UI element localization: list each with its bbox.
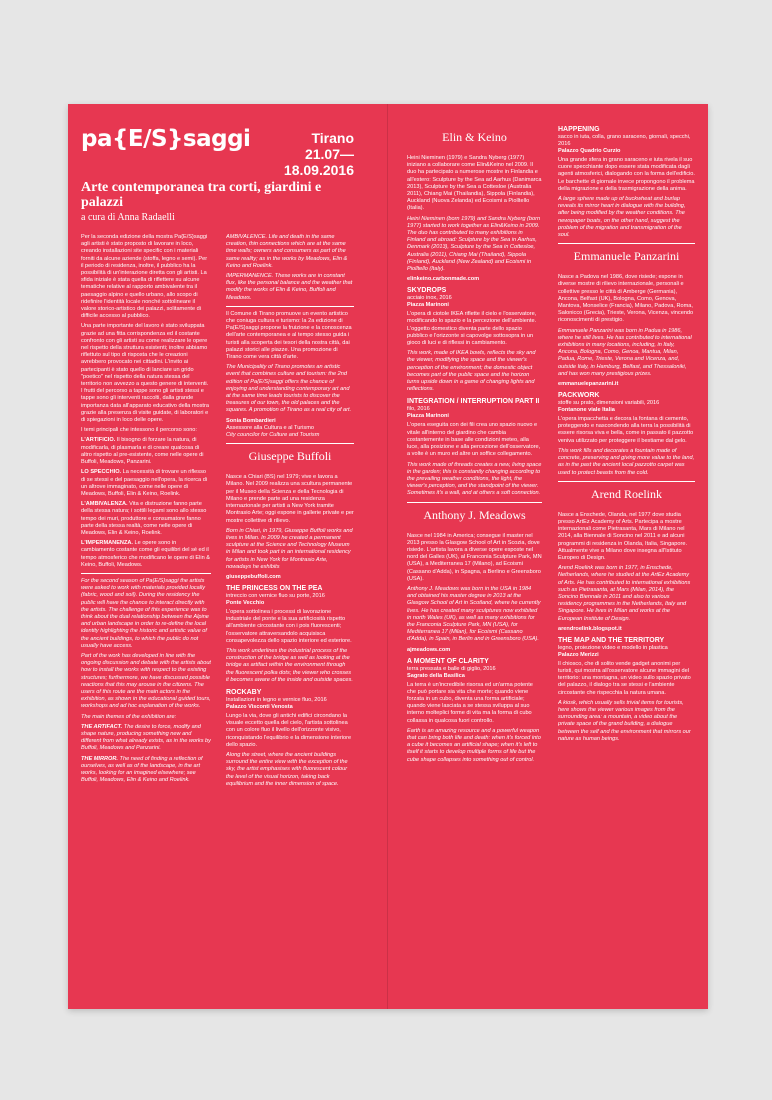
work-meta: Installazioni in legno e vernice fluo, 2016 Palazzo Visconti Venosta <box>226 696 327 710</box>
work-text-en: Earth is an amazing resource and a powerful weapon that can bring both life and death: when it's forced into a cube it becomes an artificial shape; when it's left to itself it starts to develop multiple forms of life but the cube shape collapses into something out of control. <box>407 727 541 763</box>
theme-ambivalence-en: AMBIVALENCE. Life and death in the same creation, thin connections which are at the same time walls; owners and consumers as part of the same reality; as in the works by Meadows, Elin & Keino and Roelink. <box>226 234 348 269</box>
poster-sheet <box>68 104 708 1009</box>
theme-ambivalenza: L'AMBIVALENZA. Vita e distruzione fanno parte della stessa natura; i sottili legami sono allo stesso tempo dei muri, produttore e consumatore fanno parte della stessa realtà, come nelle opere di Meadows, Elin & Keino, Roelink. <box>81 501 207 536</box>
work-meta: filo, 2016 Piazza Marinoni <box>407 406 449 420</box>
artist-roelink: Arend Roelink <box>558 481 695 506</box>
intro-text-2: Una parte importante del lavoro è stato sviluppata grazie ad una fitta corrispondenza ed il costante confronto con gli artisti su come realizzare le opere nel rispetto della struttura esistenti; inoltre abbiamo riflettuto sul tipo di risposta che le creazioni avrebbero provocato nei cittadini. L'invito ai partecipanti è stato quello di lanciare un grido "poetico" nel rispetto della natura stessa del territorio non avvezzo a questo genere di interventi. I frutti del percorso a tappe sono gli artisti stessi e tappe sono gli interventi raccolti, dalla grande importanza data all'apparato educativo della mostra grazie alla presenza di visite guidate, di laboratori e di spiegazioni in loco delle opere. <box>81 323 209 424</box>
place-dates <box>268 130 354 178</box>
fold-line <box>387 104 388 1009</box>
bio-panzarini: Nasce a Padova nel 1986, dove risiede; espone in diverse mostre di rilievo internazionale, personali e collettive presso le città di Amberge (Germania), Ancona, Belfast (UK), Bologna, Como, Genova, Mantova, Monselice (Francia), Milano, Padova, Roma, Salonicco (Grecia), Trieste, Verona, Vicenza, vincendo riconoscimenti di prestigio. <box>558 274 694 324</box>
work-title: THE PRINCESS ON THE PEA <box>226 584 323 592</box>
dates-start: 21.07— <box>304 146 354 162</box>
work-text-en: This work made of threads creates a new, living space in the garden; this is constantly changing according to the prevailing weather conditions, the light, the viewer's perception, and the standpoint of the viewer. Sometimes it's a wall, and at others a soft connection. <box>407 461 542 497</box>
subtitle: Arte contemporanea tra corti, giardini e palazzi <box>81 180 322 210</box>
exhibition-logo: pa{E/S}saggi <box>81 126 251 152</box>
work-text: La terra è un'incredibile risorsa ed un'arma potente che può portare sia vita che morte; quando viene forzata in un cubo, diventa una forma artificiale; quando viene lasciata a se stessa sviluppa al suo interno molteplici forme di vita ma la forma di cubo collassa in qualcosa fuori controllo. <box>407 681 533 724</box>
intro-text: Per la seconda edizione della mostra Pa{E/S}saggi agli artisti è stato proposto di lavorare in loco, creando installazioni site specific con i materiali forniti da alcune aziende (stoffa, legno e semi). Per il periodo di residenza, inoltre, il pubblico ha la possibilità di un'interazione diretta con gli artisti. La sfida iniziale è stata quella di riflettere su alcune tematiche relative al rapporto ambivalente tra il paesaggio alpino e quello urbano, allo scopo di ridefinire l'identità locale nonché sottolineare il valore storico-artistico dei palazzi, solitamente di difficile accesso al pubblico. <box>81 234 208 320</box>
theme-artifact: THE ARTIFACT. The desire to force, modify and shape nature, producing something new and different from what already exists, as in the works by Buffoli, Meadows and Panzarini. <box>81 723 211 752</box>
work-text: L'opera sottolinea i processi di lavorazione industriale del ponte e la sua artificiosità rispetto all'ambiente circostante con i pois fluorescenti; l'osservatore attraversandolo acquisisca consapevolezza dello spazio interiore ed esteriore. <box>226 608 352 644</box>
link-meadows[interactable]: ajmeadows.com <box>407 646 451 653</box>
theme-specchio: LO SPECCHIO. La necessità di trovare un riflesso di se stessi e del paesaggio nell'opera, la ricerca di un altrove immaginato, come nelle opere di Meadows, Buffoli, Elin & Keino, Roelink. <box>81 469 208 497</box>
divider <box>81 573 211 574</box>
link-panzarini[interactable]: emmanuelepanzarini.it <box>558 381 619 388</box>
signature: Sonia Bombardieri Assessore alla Cultura e al Turismo City councilor for Culture and Tourism <box>226 417 320 439</box>
place: Tirano <box>311 130 354 146</box>
intro-en-2: Part of the work has developed in line with the ongoing discussion and debate with the artists about how to install the works with respect to the existing structures; furthermore, we have discussed possible reactions that this may arouse in the citizens. The users of this route are the main actors in the exhibition, as shown in the educational guided tours, workshops and ad hoc explanation of the works. <box>81 652 211 710</box>
work-text: L'opera impacchetta e decora la fontana di cemento, proteggendo e nascondendo alla terra la possibilità di essere risorsa viva e bella, come in passato il pazzotto veniva utilizzato per proteggere il bestiame dal gelo. <box>558 416 694 444</box>
theme-impermanenza: L'IMPERMANENZA. Le opere sono in cambiamento costante come gli equilibri del sé ed il tempo atmosferico che modificano le opere di Elin & Keino, Buffoli, Meadows. <box>81 540 211 568</box>
link-elin-keino[interactable]: elinkeino.carbonmade.com <box>407 276 480 283</box>
bio-buffoli-en: Born in Chiari, in 1979, Giuseppe Buffoli works and lives in Milan. In 2009 he created a permanent sculpture at the Science and Technology Museum in Milan and took part in an international residency for artists in New York for Montrasio Arte, nowadays he exhibits <box>226 527 353 570</box>
bio-roelink-en: Arend Roelink was born in 1977, in Enschede, Netherlands, where he studied at the ArtEz Academy of Arts. He has contributed to international exhibitions such as Pietrasanta, at Mars (Milan, 2014), the Soncino Biennale in 2011 and also to various residency programmes in the Netherlands, Italy and Singapore. He lives in Milan and works at the European Institute of Design. <box>558 565 691 622</box>
work-meta: acciaio inox, 2016 Piazza Marinoni <box>407 295 452 309</box>
work-title: PACKWORK <box>558 392 600 400</box>
artist-panzarini: Emmanuele Panzarini <box>558 243 695 268</box>
work-meta: terra pressata e balle di giglio, 2016 Sagrato della Basilica <box>407 665 496 679</box>
work-meta: intreccio con vernice fluo su porte, 2016 Ponte Vecchio <box>226 592 325 606</box>
themes-en-intro: The main themes of the exhibition are: <box>81 713 177 720</box>
work-text-en: A large sphere made up of buckwheat and burlap reveals its mirror heart in dialogue with the building, after being modified by the weather conditions. The newspaper boats, on the other hand, suggest the problem of the migration and transmigration of the soul. <box>558 196 686 239</box>
column-2 <box>226 234 354 791</box>
work-text-en: This work underlines the industrial process of the construction of the bridge as well as looking at the bridge as artifact within the environment through the fluorescent polka dots; the viewer who crosses it becomes aware of the inside and outside spaces. <box>226 647 353 683</box>
bio-elin-keino: Heini Nieminen (1979) e Sandra Nyberg (1977) iniziano a collaborare come Elin&Keino nel 2009. Il duo ha partecipato a numerose mostre in Finlandia e all'estero: Sculpture by the Sea ad Aarhus (Danimarca 2013), Sculpture by the Sea a Cottesloe (Australia 2011), Chiang Mai (Thailandia), Sippola (Finlandia), Auckland (Nuova Zelanda) ed Ecoismi a Piolltello (Italia). <box>407 155 542 212</box>
work-text-en: This work, made of IKEA bowls, reflects the sky and the viewer, modifying the space and the viewer's perception of the environment; the domestic object becomes part of the public space and the horizon turns upside down in a game of changing lights and reflections. <box>407 350 536 393</box>
artist-elin-keino: Elin & Keino <box>442 130 507 144</box>
work-title: A MOMENT OF CLARITY <box>407 657 489 665</box>
work-text: L'opera eseguita con dei fili crea uno spazio nuovo e vitale all'interno del giardino che cambia costantemente in base alle condizioni meteo, alla luce, alla posizione e alla percezione dell'osservatore, a volte è un muro ed altre un soffice collegamento. <box>407 422 541 458</box>
work-text-en: This work fills and decorates a fountain made of concrete, preserving and giving more value to the land, as in the past the ancient local pazzotto carpet was used to protect beasts from the cold. <box>558 447 695 476</box>
work-title: HAPPENING <box>558 126 600 133</box>
themes-intro: I temi principali che intessono il percorso sono: <box>81 427 197 434</box>
work-text-en: Along the street, where the ancient buildings surround the entire view with the exception of the sky, the artist emphasises with fluorescent colour the level of the visual horizon, taking back equilibrium and the inner dimension of space. <box>226 751 348 787</box>
artist-meadows: Anthony J. Meadows <box>407 502 542 527</box>
work-title: THE MAP AND THE TERRITORY <box>558 636 665 644</box>
work-meta: sacco in iuta, colla, grano saraceno, giornali, specchi, 2016 Palazzo Quadrio Curzio <box>558 134 691 154</box>
link-roelink[interactable]: arendroelink.blogspot.it <box>558 625 622 632</box>
divider <box>226 306 354 307</box>
comune-text-en: The Municipality of Tirano promotes an artistic event that combines culture and tourism: the 2nd edition of Pa{E/S}saggi offers the chance of enjoying and understanding contemporary art and at the same time leads tourists to discover the treasures of our town, the old palaces and the squares. A promotion of Tirano as a real city of art. <box>226 364 352 414</box>
bio-meadows: Nasce nel 1984 in America; consegue il master nel 2013 presso la Glasgow School of Art in Scozia, dove risiede. L'artista lavora a diverse opere esposte nel nord del Galles (UK), al Franconia Sculpture Park, MN (USA), a Mediterranea 17 (Milano), ad Ecoismi (Cassano d'Adda), in Spagna, a Berlino e Greensboro (USA). <box>407 532 542 582</box>
bio-buffoli: Nasce a Chiari (BS) nel 1979; vive e lavora a Milano. Nel 2009 realizza una scultura permanente per il Museo della Scienza e della Tecnologia di Milano e prende parte ad una residenza internazionale per artisti a New York tramite Montrasio Arte; oggi espone in gallerie private e per mostre collettive di rilievo. <box>226 474 354 524</box>
work-title: INTEGRATION / INTERRUPTION PART II <box>407 398 540 406</box>
theme-impermanence-en: IMPERMANENCE. These works are in constant flux, like the personal balance and the weather that modify the works of Elin & Keino, Buffoli and Meadows. <box>226 273 353 301</box>
bio-roelink: Nasce a Enschede, Olanda, nel 1977 dove studia presso ArtEz Academy of Arts. Partecipa a mostre internazionali come Pietrasanta, Mars di Milano nel 2014, alla Biennale di Soncino nel 2011 e ad alcuni programmi di residenza in Olanda, Italia, Singapore. Attualmente vive a Milano dove insegna all'Istituto Europeo di Design. <box>558 511 688 561</box>
work-meta: legno, proiezione video e modello in plastica Palazzo Merizzi <box>558 644 668 658</box>
work-text: Il chiosco, che di solito vende gadget anonimi per turisti, qui mostra all'osservatore alcune immagini del territorio: una montagna, un video sullo spazio privato del palazzo, il dialogo tra se stessi e l'ambiente circostante che rispecchia la natura umana. <box>558 660 691 696</box>
column-1 <box>81 234 211 787</box>
work-title: SKYDROPS <box>407 287 447 295</box>
work-text: L'opera di ciotole IKEA riflette il cielo e l'osservatore, modificando lo spazio e la percezione dell'ambiente. L'oggetto domestico diventa parte dello spazio pubblico e l'orizzonte si capovolge sottosopra in un gioco di luci e di riflessi in cambiamento. <box>407 311 537 347</box>
comune-text: Il Comune di Tirano promuove un evento artistico che coniuga cultura e turismo: la 2a edizione di Pa{E/S}saggi propone la fruizione e la conoscenza dell'arte contemporanea e al tempo stesso guida i turisti alla scoperta dei tesori della nostra città, dai palazzi storici alle piazze. Una promozione di Tirano come vera città d'arte. <box>226 310 352 361</box>
bio-meadows-en: Anthony J. Meadows was born in the USA in 1984 and obtained his master degree in 2013 at the Glasgow School of Art in Scotland, where he currently lives. He has created many sculptures now exhibited in north Wales (UK), as well as many exhibitions for the Franconia Sculpture Park, MN (USA), for Mediterranea 17 (Milan), for Ecoismi (Cassano d'Adda), in Spain, in Berlin and in Greensboro (USA). <box>407 585 541 643</box>
theme-artificio: L'ARTIFICIO. Il bisogno di forzare la natura, di modificarla, di plasmarla e di creare qualcosa di altro rispetto al pre-esistente, come nelle opere di Buffoli, Meadows, Panzarini. <box>81 437 204 466</box>
intro-en: For the second season of Pa{E/S}saggi the artists were asked to work with materials provided locally (fabric, wood and soil). During the residency the public will have the chance to interact directly with the artists. The challenge of this experience was to think about the dual relationship between the Alpine and urban landscape in order to re-define the local identity highlighting the historic and artistic value of the ancient buildings, to which the public do not usually have access. <box>81 577 209 649</box>
theme-mirror: THE MIRROR. The need of finding a reflection of ourselves, as well as of the landscape, in the art works, looking for an imagined elsewhere; see Buffoli, Meadows, Elin & Keino and Roelink. <box>81 755 203 784</box>
work-meta: stoffe su prato, dimensioni variabili, 2016 Fontanone viale Italia <box>558 400 660 414</box>
work-title: ROCKABY <box>226 688 262 696</box>
column-3 <box>407 126 542 767</box>
artist-buffoli: Giuseppe Buffoli <box>226 443 354 468</box>
work-text: Una grande sfera in grano saraceno e iuta rivela il suo cuore specchiante dopo essere stata modificata dagli agenti atmosferici, dialogando con la forma dell'edificio. Le barchette di giornale invece propongono il problema della migrazione e della trasmigrazione della anima. <box>558 157 695 192</box>
link-buffoli[interactable]: giuseppebuffoli.com <box>226 573 281 580</box>
work-text: Lungo la via, dove gli antichi edifici circondano la visuale eccetto quella del cielo, l'artista sottolinea con un colore fluo il livello dell'orizzonte visivo, riconquistando l'equilibrio e la dimensione interiore dello spazio. <box>226 712 352 748</box>
work-text-en: A kiosk, which usually sells trivial items for tourists, here shows the viewer various images from the surrounding area: a mountain, a video about the private space of the grand building, a dialogue between the self and the environment that mirrors our nature as human beings. <box>558 699 691 742</box>
bio-panzarini-en: Emmanuele Panzarini was born in Padua in 1986, where he still lives. He has contributed to international exhibitions in many locations, including, in Italy, Ancona, Bologna, Como, Genoa, Mantua, Milan, Padua, Rome, Trieste, Verona and Vicenza, and, outside Italy, in Hamburg, Belfast, and Thessaloniki, and has won many prestigious prizes. <box>558 327 692 377</box>
bio-elin-keino-en: Heini Nieminen (born 1979) and Sandra Nyberg (born 1977) started to work together as Elin&Keino in 2009. The duo has contributed to many exhibitions in Finland and abroad: Sculpture by the Sea in Aarhus, Denmark (2013), Sculpture by the Sea in Cottesloe, Australia (2011), Chiang Mai (Thailand), Sippola (Finland), Auckland (New Zealand) and Ecoismi in Piolltello (Italy). <box>407 215 541 273</box>
column-4 <box>558 126 695 746</box>
curator: a cura di Anna Radaelli <box>81 212 175 223</box>
dates-end: 18.09.2016 <box>283 162 354 178</box>
